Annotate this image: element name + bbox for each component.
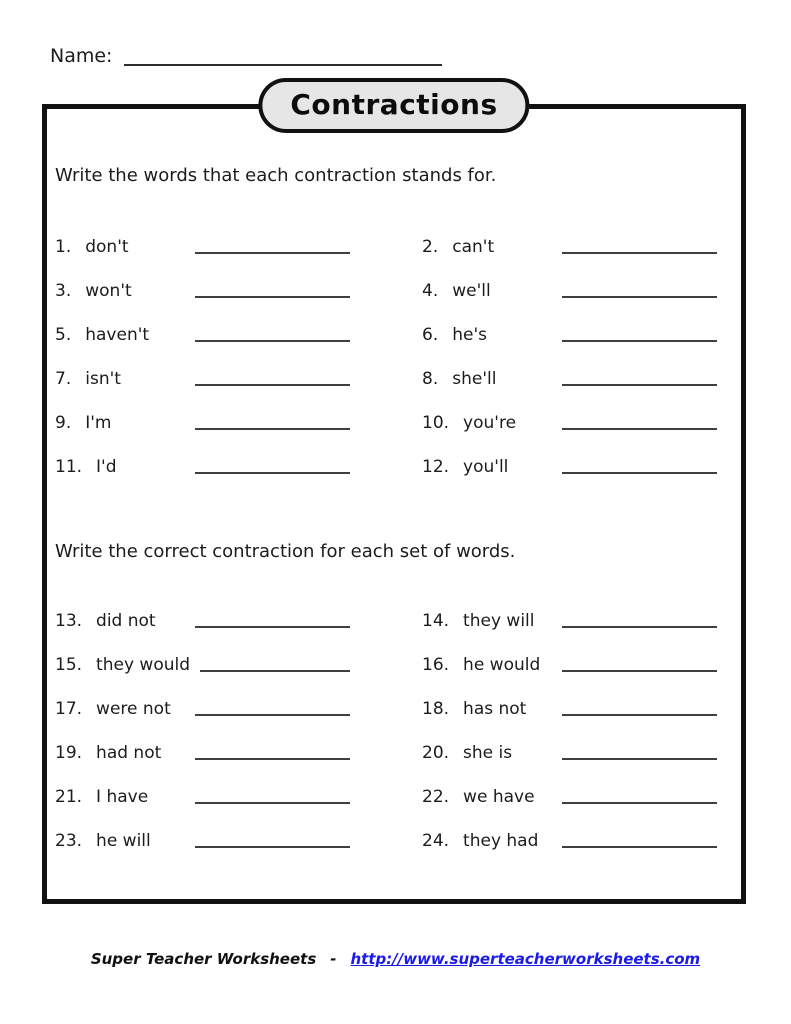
item-word: can't xyxy=(452,237,495,257)
answer-blank-line[interactable] xyxy=(562,471,717,474)
item-number: 5. xyxy=(55,325,72,345)
item-word: they had xyxy=(463,831,539,851)
worksheet-frame xyxy=(42,88,746,904)
answer-blank-line[interactable] xyxy=(195,295,350,298)
worksheet-item xyxy=(55,739,350,763)
item-number: 24. xyxy=(422,831,450,851)
item-word: haven't xyxy=(85,325,150,345)
footer-link[interactable]: http://www.superteacherworksheets.com xyxy=(350,950,701,968)
item-number: 21. xyxy=(55,787,83,807)
item-number: 18. xyxy=(422,699,450,719)
footer-brand: Super Teacher Worksheets xyxy=(90,950,317,968)
item-label xyxy=(422,237,552,257)
item-number: 13. xyxy=(55,611,83,631)
section2-items xyxy=(55,607,717,851)
item-label xyxy=(55,325,185,345)
worksheet-item xyxy=(55,321,350,345)
answer-blank-line[interactable] xyxy=(562,427,717,430)
worksheet-item xyxy=(422,321,717,345)
name-row xyxy=(50,44,450,68)
answer-blank-line[interactable] xyxy=(562,669,717,672)
answer-blank-line[interactable] xyxy=(195,625,350,628)
name-blank-line[interactable] xyxy=(124,44,442,66)
item-word: has not xyxy=(463,699,527,719)
worksheet-title: Contractions xyxy=(290,88,498,121)
item-word: don't xyxy=(85,237,129,257)
item-number: 20. xyxy=(422,743,450,763)
item-word: they would xyxy=(96,655,191,675)
worksheet-item xyxy=(422,365,717,389)
worksheet-item xyxy=(422,277,717,301)
item-label xyxy=(55,457,185,477)
item-word: they will xyxy=(463,611,535,631)
item-number: 17. xyxy=(55,699,83,719)
item-label xyxy=(55,787,185,807)
item-number: 15. xyxy=(55,655,83,675)
item-word: you'll xyxy=(463,457,509,477)
answer-blank-line[interactable] xyxy=(195,427,350,430)
item-label xyxy=(422,655,552,675)
worksheet-item xyxy=(55,233,350,257)
item-word: I have xyxy=(96,787,149,807)
worksheet-item xyxy=(422,783,717,807)
item-label xyxy=(422,699,552,719)
item-number: 8. xyxy=(422,369,439,389)
item-word: he's xyxy=(452,325,487,345)
item-number: 7. xyxy=(55,369,72,389)
item-number: 12. xyxy=(422,457,450,477)
item-word: isn't xyxy=(85,369,121,389)
worksheet-item xyxy=(422,409,717,433)
answer-blank-line[interactable] xyxy=(195,339,350,342)
item-word: I'm xyxy=(85,413,112,433)
answer-blank-line[interactable] xyxy=(562,625,717,628)
item-label xyxy=(55,743,185,763)
item-word: we have xyxy=(463,787,535,807)
answer-blank-line[interactable] xyxy=(562,801,717,804)
item-number: 6. xyxy=(422,325,439,345)
section2-instruction: Write the correct contraction for each set of words. xyxy=(55,541,516,562)
worksheet-item xyxy=(422,607,717,631)
answer-blank-line[interactable] xyxy=(195,757,350,760)
section1-items xyxy=(55,233,717,477)
item-label xyxy=(422,611,552,631)
worksheet-item xyxy=(55,365,350,389)
name-label: Name: xyxy=(50,45,113,67)
item-number: 16. xyxy=(422,655,450,675)
item-label xyxy=(55,655,190,675)
worksheet-item xyxy=(55,827,350,851)
item-label xyxy=(422,457,552,477)
item-word: he would xyxy=(463,655,541,675)
worksheet-title-badge xyxy=(258,78,529,133)
item-label xyxy=(422,787,552,807)
item-label xyxy=(422,281,552,301)
item-number: 23. xyxy=(55,831,83,851)
item-number: 2. xyxy=(422,237,439,257)
item-number: 3. xyxy=(55,281,72,301)
worksheet-item xyxy=(55,651,350,675)
item-word: she'll xyxy=(452,369,497,389)
item-word: we'll xyxy=(452,281,491,301)
worksheet-item xyxy=(422,695,717,719)
item-label xyxy=(55,369,185,389)
answer-blank-line[interactable] xyxy=(562,757,717,760)
item-label xyxy=(422,743,552,763)
section1-instruction: Write the words that each contraction stands for. xyxy=(55,165,497,186)
answer-blank-line[interactable] xyxy=(562,845,717,848)
item-word: did not xyxy=(96,611,156,631)
worksheet-item xyxy=(55,695,350,719)
item-label xyxy=(55,413,185,433)
footer xyxy=(0,950,791,968)
worksheet-item xyxy=(55,783,350,807)
item-word: she is xyxy=(463,743,513,763)
item-label xyxy=(55,831,185,851)
item-number: 9. xyxy=(55,413,72,433)
item-number: 10. xyxy=(422,413,450,433)
worksheet-item xyxy=(55,607,350,631)
item-word: he will xyxy=(96,831,151,851)
item-label xyxy=(422,413,552,433)
item-word: you're xyxy=(463,413,517,433)
item-number: 4. xyxy=(422,281,439,301)
answer-blank-line[interactable] xyxy=(562,383,717,386)
item-word: were not xyxy=(96,699,171,719)
item-word: I'd xyxy=(96,457,117,477)
item-label xyxy=(55,281,185,301)
item-label xyxy=(55,237,185,257)
answer-blank-line[interactable] xyxy=(562,339,717,342)
item-label xyxy=(422,369,552,389)
item-label xyxy=(422,325,552,345)
worksheet-item xyxy=(422,739,717,763)
item-label xyxy=(422,831,552,851)
worksheet-item xyxy=(55,277,350,301)
answer-blank-line[interactable] xyxy=(562,713,717,716)
answer-blank-line[interactable] xyxy=(562,295,717,298)
answer-blank-line[interactable] xyxy=(195,471,350,474)
item-word: won't xyxy=(85,281,132,301)
worksheet-item xyxy=(422,651,717,675)
worksheet-page xyxy=(0,44,791,1024)
answer-blank-line[interactable] xyxy=(195,713,350,716)
item-word: had not xyxy=(96,743,162,763)
item-number: 22. xyxy=(422,787,450,807)
answer-blank-line[interactable] xyxy=(195,251,350,254)
answer-blank-line[interactable] xyxy=(195,845,350,848)
answer-blank-line[interactable] xyxy=(195,383,350,386)
worksheet-item xyxy=(55,409,350,433)
answer-blank-line[interactable] xyxy=(200,669,350,672)
worksheet-item xyxy=(55,453,350,477)
item-label xyxy=(55,699,185,719)
answer-blank-line[interactable] xyxy=(195,801,350,804)
item-label xyxy=(55,611,185,631)
item-number: 1. xyxy=(55,237,72,257)
item-number: 11. xyxy=(55,457,83,477)
worksheet-item xyxy=(422,233,717,257)
answer-blank-line[interactable] xyxy=(562,251,717,254)
worksheet-item xyxy=(422,453,717,477)
worksheet-item xyxy=(422,827,717,851)
footer-separator: - xyxy=(330,950,337,968)
item-number: 19. xyxy=(55,743,83,763)
item-number: 14. xyxy=(422,611,450,631)
